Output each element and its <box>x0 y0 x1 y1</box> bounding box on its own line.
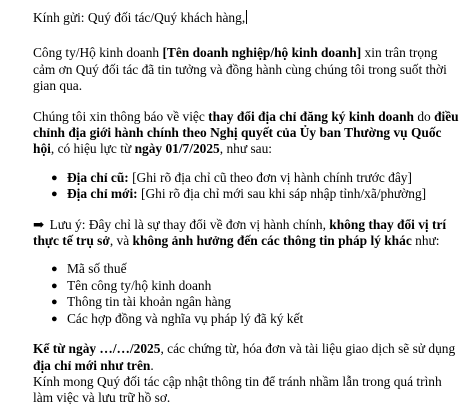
list-item <box>33 261 463 277</box>
address-list <box>33 170 463 203</box>
notice-change: thay đổi địa chỉ đăng ký kinh doanh <box>208 108 414 124</box>
note-prefix: Lưu ý: Đây chỉ là sự thay đổi về đơn vị hành chính, <box>46 216 330 232</box>
notice-paragraph <box>33 109 463 158</box>
notice-suffix: , như sau: <box>219 141 273 157</box>
bullet-icon: ● <box>51 171 58 184</box>
bullet-icon: ● <box>51 263 58 276</box>
from-date-bold: Kể từ ngày …/…/2025 <box>33 341 161 357</box>
note-paragraph <box>33 217 463 250</box>
list-item-old-address <box>33 170 463 186</box>
note-legal: không ảnh hưởng đến các thông tin pháp lý khác <box>132 233 412 249</box>
note-mid: , và <box>109 233 133 249</box>
bullet-icon: ● <box>51 188 58 201</box>
arrow-right-icon: ➡ <box>33 216 45 232</box>
new-address-value: [Ghi rõ địa chỉ mới sau khi sáp nhập tỉnh/xã/phường] <box>137 186 427 202</box>
notice-mid: do <box>413 108 435 124</box>
notice-prefix: Chúng tôi xin thông báo về việc <box>33 108 209 124</box>
list-item <box>33 311 463 327</box>
list-item-text: Tên công ty/hộ kinh doanh <box>67 277 212 293</box>
notice-effective-prefix: , có hiệu lực từ <box>50 141 135 157</box>
notice-reason: điều chỉnh địa giới hành chính theo Nghị quyết của Ủy ban Thường vụ Quốc hội <box>33 108 459 157</box>
bullet-icon: ● <box>51 296 58 309</box>
notice-date: ngày 01/7/2025 <box>134 141 220 157</box>
text-cursor <box>246 10 247 24</box>
list-item-text: Các hợp đồng và nghĩa vụ pháp lý đã ký kết <box>67 310 304 326</box>
bullet-icon: ● <box>51 312 58 325</box>
company-placeholder: [Tên doanh nghiệp/hộ kinh doanh] <box>162 45 362 61</box>
old-address-value: [Ghi rõ địa chỉ cũ theo đơn vị hành chính trước đây] <box>128 169 412 185</box>
bullet-icon: ● <box>51 279 58 292</box>
from-date-mid: , các chứng từ, hóa đơn và tài liệu giao dịch sẽ sử dụng <box>160 341 456 357</box>
from-date-paragraph <box>33 341 463 374</box>
new-address-label: Địa chỉ mới: <box>67 186 138 202</box>
intro-prefix: Công ty/Hộ kinh doanh <box>33 45 163 61</box>
list-item-new-address <box>33 186 463 202</box>
from-date-new-address: địa chỉ mới như trên <box>33 357 151 373</box>
intro-paragraph <box>33 45 463 94</box>
list-item-text: Mã số thuế <box>67 261 127 277</box>
list-item <box>33 278 463 294</box>
unchanged-info-list <box>33 261 463 327</box>
greeting-line[interactable] <box>33 10 463 26</box>
from-date-suffix: . <box>150 357 154 373</box>
note-location: không thay đổi vị trí thực tế trụ sở <box>33 216 447 249</box>
list-item <box>33 294 463 310</box>
closing-paragraph: Kính mong Quý đối tác cập nhật thông tin để tránh nhầm lẫn trong quá trình làm việc và lưu trữ hồ sơ. <box>33 373 442 406</box>
old-address-label: Địa chỉ cũ: <box>67 169 129 185</box>
intro-suffix: xin trân trọng cảm ơn Quý đối tác đã tin tưởng và đồng hành cùng chúng tôi trong suốt thời gian qua. <box>33 45 447 94</box>
note-suffix: như: <box>411 233 440 249</box>
greeting-text: Kính gửi: Quý đối tác/Quý khách hàng, <box>33 10 246 25</box>
document-page <box>33 10 463 407</box>
list-item-text: Thông tin tài khoản ngân hàng <box>67 294 232 310</box>
